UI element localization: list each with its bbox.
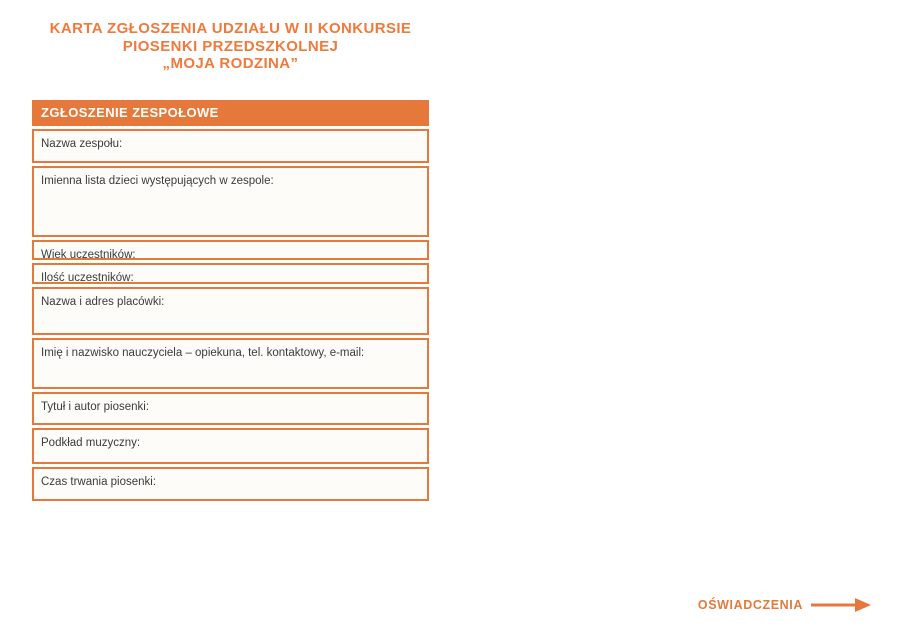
field-label: Ilość uczestników: — [41, 272, 134, 284]
form-field-row — [32, 467, 429, 501]
field-label: Podkład muzyczny: — [41, 437, 141, 449]
form-rows — [32, 129, 429, 501]
form-field-row — [32, 166, 429, 237]
field-label: Czas trwania piosenki: — [41, 476, 157, 488]
field-label: Tytuł i autor piosenki: — [41, 401, 150, 413]
form-field-row — [32, 263, 429, 284]
form-field-row — [32, 428, 429, 464]
arrow-right-icon — [810, 597, 872, 613]
form-field-row — [32, 129, 429, 163]
section-header: ZGŁOSZENIE ZESPOŁOWE — [32, 100, 429, 126]
field-label: Nazwa i adres placówki: — [41, 296, 165, 308]
page-title-line-1: KARTA ZGŁOSZENIA UDZIAŁU W II KONKURSIE — [49, 20, 412, 37]
page-title-line-2: PIOSENKI PRZEDSZKOLNEJ — [122, 37, 339, 55]
field-label: Imię i nazwisko nauczyciela – opiekuna, tel. kontaktowy, e-mail: — [41, 347, 365, 359]
form-field-row — [32, 240, 429, 260]
page-title-line-3: „MOJA RODZINA” — [162, 55, 299, 72]
form-field-row — [32, 287, 429, 335]
declarations-link-label: OŚWIADCZENIA — [697, 598, 803, 612]
registration-form-table — [32, 100, 429, 501]
declarations-link[interactable] — [698, 597, 872, 613]
form-field-row — [32, 338, 429, 389]
form-field-row — [32, 392, 429, 425]
page-title — [32, 20, 429, 73]
field-label: Nazwa zespołu: — [41, 138, 123, 150]
field-label: Wiek uczestników: — [41, 249, 136, 261]
field-label: Imienna lista dzieci występujących w zespole: — [41, 175, 274, 187]
